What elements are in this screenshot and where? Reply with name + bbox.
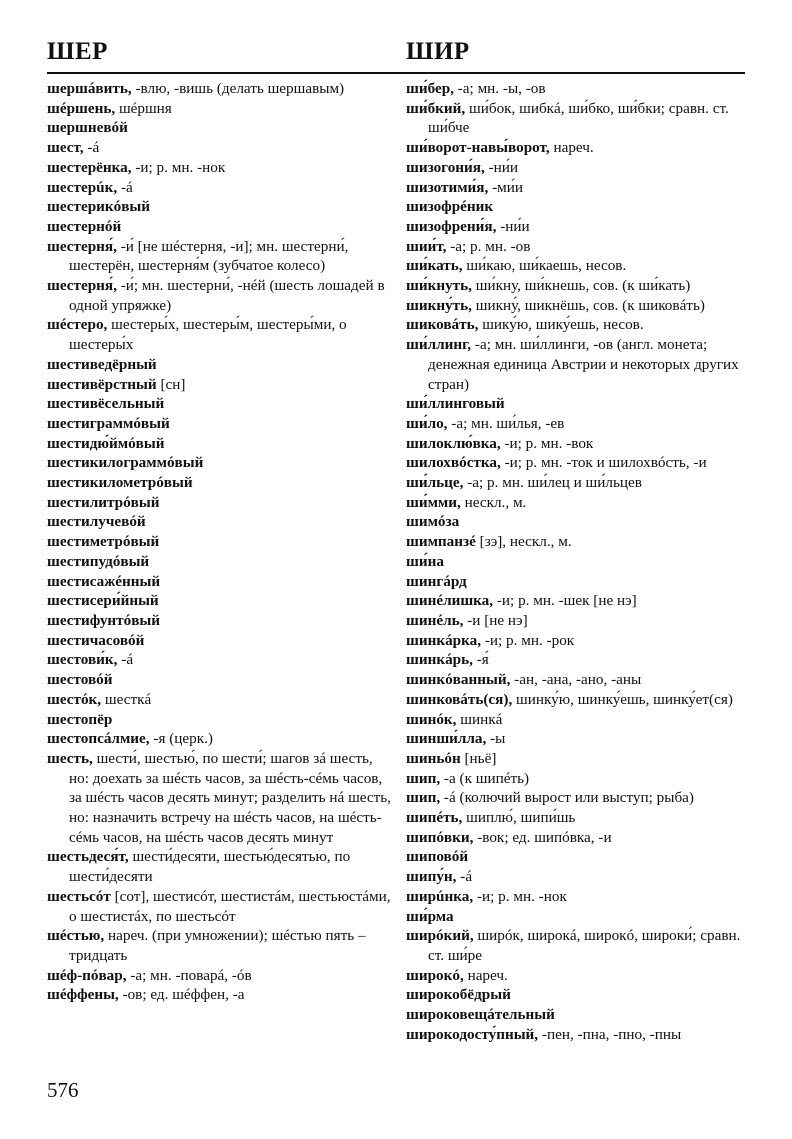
dictionary-entry (406, 138, 751, 158)
headword: ши́бкий, (406, 99, 466, 117)
entry-body: -ни́и (496, 217, 530, 235)
dictionary-entry (47, 611, 392, 631)
headword: шéршень, (47, 99, 116, 117)
entry-body: -влю, -вишь (делать шершавым) (131, 80, 345, 97)
entry-body: -а; мн. -ы, -ов (453, 80, 546, 97)
headword: широкодосту́пный, (406, 1025, 539, 1043)
headword: шéф-пóвар, (47, 966, 127, 984)
headword: шестикилограммóвый (47, 454, 204, 472)
dictionary-entry (406, 966, 751, 986)
left-column (47, 79, 392, 1005)
dictionary-entry (47, 512, 392, 532)
running-head-right: ШИР (406, 38, 470, 65)
entry-body: ши́каю, ши́каешь, несов. (462, 257, 627, 275)
dictionary-entry (406, 690, 751, 710)
headword: ширóкий, (406, 927, 474, 945)
dictionary-entry (406, 552, 751, 572)
dictionary-entry (47, 985, 392, 1005)
headword: шилохвóстка, (406, 454, 501, 472)
headword: шилоклю́вка, (406, 434, 501, 452)
dictionary-entry (406, 276, 751, 296)
dictionary-entry (47, 631, 392, 651)
headword: ши́ллинг, (406, 336, 472, 354)
dictionary-entry (47, 532, 392, 552)
headword: шестóк, (47, 690, 102, 708)
headword: шестисери́йный (47, 592, 159, 610)
entry-body: -ни́и (484, 158, 519, 176)
entry-body: шестеры́х, шестеры́м, шестеры́ми, о шестеры́х (69, 316, 347, 354)
headword: ши́льце, (406, 474, 464, 492)
dictionary-entry (47, 79, 392, 99)
dictionary-entry (47, 887, 392, 926)
entry-body: -вок; ед. шипóвка, -и (473, 828, 612, 846)
entry-body: нареч. (при умножении); шéстью пять – тридцать (69, 927, 366, 964)
dictionary-entry (47, 394, 392, 414)
entry-body: -ми́и (488, 178, 524, 196)
entry-body: -á (83, 139, 100, 157)
dictionary-entry (47, 375, 392, 395)
entry-body: ширóк, широкá, широкó, широки́; сравн. ст. ши́ре (428, 927, 741, 964)
headword: шестовóй (47, 671, 113, 689)
dictionary-entry (47, 591, 392, 611)
dictionary-entry (406, 532, 751, 552)
headword: ши́кать, (406, 257, 463, 275)
headword: шестерня́, (47, 237, 117, 255)
headword: шингáрд (406, 572, 467, 590)
dictionary-entry (406, 926, 751, 965)
headword: шестерня́, (47, 277, 117, 295)
dictionary-entry (406, 710, 751, 730)
entry-body: -а; р. мн. -ов (446, 237, 531, 255)
headword: шинкáрь, (406, 651, 473, 669)
headword: широкобёдрый (406, 986, 511, 1004)
headword: шизотими́я, (406, 178, 489, 196)
entry-body: -ов; ед. шéффен, -а (118, 986, 245, 1004)
entry-body: -а; мн. -поварá, -óв (126, 966, 252, 984)
headword: шершáвить, (47, 80, 132, 97)
headword: шиньóн (406, 749, 461, 767)
entry-body: -и́ [не шéстерня, -и]; мн. шестерни́, шестерён, шестерня́м (зубчатое колесо) (69, 237, 349, 275)
headword: шестивёрстный (47, 375, 157, 393)
dictionary-entry (47, 749, 392, 848)
headword: шии́т, (406, 237, 447, 255)
entry-body: нескл., м. (460, 493, 527, 511)
dictionary-entry (406, 335, 751, 394)
dictionary-entry (47, 118, 392, 138)
headword: шершневóй (47, 119, 128, 137)
dictionary-entry (406, 158, 751, 178)
entry-body: -и; р. мн. -шек [не нэ] (493, 592, 637, 610)
dictionary-entry (406, 985, 751, 1005)
dictionary-entry (47, 552, 392, 572)
dictionary-entry (406, 808, 751, 828)
headword: широкó, (406, 966, 464, 984)
dictionary-entry (406, 729, 751, 749)
headword: ши́мми, (406, 493, 461, 511)
headword: шестикилометрóвый (47, 474, 193, 492)
dictionary-entry (47, 276, 392, 315)
dictionary-entry (47, 99, 392, 119)
dictionary-entry (47, 315, 392, 354)
headword: шестьсóт (47, 887, 111, 905)
dictionary-entry (406, 788, 751, 808)
entry-body: -á (117, 178, 133, 196)
entry-body: шéршня (115, 99, 172, 117)
entry-body: -а; р. мн. ши́лец и ши́льцев (463, 474, 642, 492)
headword: ши́ллинговый (406, 395, 505, 413)
entry-body: [сн] (156, 375, 186, 393)
dictionary-entry (406, 670, 751, 690)
headword: ши́ворот-навы́ворот, (406, 139, 550, 157)
dictionary-entry (47, 414, 392, 434)
headword: шипéть, (406, 809, 463, 827)
entry-body: -á (456, 868, 473, 886)
dictionary-entry (406, 1025, 751, 1045)
dictionary-entry (406, 650, 751, 670)
entry-body: шести́десяти, шестью́десятью, по шести́десяти (69, 848, 351, 886)
dictionary-entry (47, 355, 392, 375)
dictionary-entry (406, 512, 751, 532)
entry-body: -и́; мн. шестерни́, -нéй (шесть лошадей в одной упряжке) (69, 277, 385, 314)
entry-body: ши́бок, шибкá, ши́бко, ши́бки; сравн. ст. ши́бче (428, 99, 729, 137)
entry-body: -я (церк.) (149, 730, 213, 748)
headword: шестови́к, (47, 651, 118, 669)
dictionary-entry (47, 178, 392, 198)
entry-body: шинку́ю, шинку́ешь, шинку́ет(ся) (512, 690, 733, 708)
entry-body: нареч. (549, 139, 594, 157)
headword: ши́ло, (406, 414, 448, 432)
entry-body: шикну́, шикнёшь, сов. (к шиковáть) (471, 296, 705, 314)
dictionary-entry (406, 611, 751, 631)
headword: шестерúк, (47, 178, 118, 196)
entry-body: шиплю́, шипи́шь (462, 809, 576, 827)
entry-body: шести́, шестью́, по шести́; шагов зá шесть, но: доехать за шéсть часов, за шéсть-сéмь часов, за шéсть часов десять минут; разделить нá шесть, но: назначить встречу на шéсть часов, на шéсть-сéмь часов, на шéсть часов десять минут (69, 749, 391, 846)
dictionary-entry (47, 138, 392, 158)
dictionary-entry (406, 453, 751, 473)
entry-body: [сот], шестисóт, шестистáм, шестьюстáми, о шестистáх, по шестьсóт (69, 887, 391, 925)
entry-body: -и; р. мн. -нок (473, 887, 567, 905)
headword: шестопсáлмие, (47, 730, 150, 748)
headword: ши́рма (406, 907, 454, 925)
headword: шестиграммóвый (47, 414, 170, 432)
headword: шинéлишка, (406, 592, 494, 610)
dictionary-entry (406, 256, 751, 276)
dictionary-entry (47, 710, 392, 730)
entry-body: -á (117, 651, 134, 669)
headword: шизофрени́я, (406, 217, 497, 235)
headword: шестиметрóвый (47, 533, 160, 551)
headword: шест, (47, 139, 84, 157)
headword: шестилучевóй (47, 513, 146, 531)
headword: шестидю́ймóвый (47, 434, 165, 452)
headword: шестилитрóвый (47, 493, 160, 511)
dictionary-entry (406, 769, 751, 789)
dictionary-entry (406, 296, 751, 316)
entry-body: -á (колючий вырост или выступ; рыба) (440, 789, 694, 807)
headword: шинши́лла, (406, 730, 487, 748)
entry-body: шику́ю, шику́ешь, несов. (478, 316, 644, 334)
dictionary-entry (406, 591, 751, 611)
entry-body: -а (к шипéть) (440, 769, 530, 787)
entry-body: -ан, -ана, -ано, -аны (510, 671, 642, 689)
headword: шинóк, (406, 710, 457, 728)
headword: ши́бер, (406, 80, 454, 97)
dictionary-entry (47, 729, 392, 749)
entry-body: -а; мн. ши́ллинги, -ов (англ. монета; денежная единица Австрии и некоторых других стран) (428, 336, 739, 393)
dictionary-entry (47, 473, 392, 493)
headword: шикну́ть, (406, 296, 472, 314)
headword: шип, (406, 789, 441, 807)
entry-body: -и; р. мн. -вок (500, 434, 594, 452)
dictionary-entry (47, 650, 392, 670)
headword: ширúнка, (406, 887, 474, 905)
headword: шестичасовóй (47, 631, 145, 649)
dictionary-entry (406, 217, 751, 237)
dictionary-entry (47, 493, 392, 513)
entry-body: -и [не нэ] (463, 611, 528, 629)
headword: шизогони́я, (406, 158, 485, 176)
dictionary-entry (47, 217, 392, 237)
headword: шипóвки, (406, 828, 474, 846)
dictionary-entry (406, 572, 751, 592)
dictionary-entry (406, 749, 751, 769)
headword: шестьдеся́т, (47, 848, 129, 866)
dictionary-entry (406, 394, 751, 414)
dictionary-entry (47, 847, 392, 886)
dictionary-entry (406, 631, 751, 651)
entry-body: -а; мн. ши́лья, -ев (447, 414, 565, 432)
dictionary-entry (406, 1005, 751, 1025)
dictionary-entry (406, 887, 751, 907)
headword: шестисажéнный (47, 572, 161, 590)
headword: шестернóй (47, 217, 122, 235)
headword: шиповóй (406, 848, 469, 866)
dictionary-entry (406, 79, 751, 99)
dictionary-entry (406, 493, 751, 513)
entry-body: нареч. (463, 966, 508, 984)
right-column (406, 79, 751, 1044)
headword: шесть, (47, 749, 93, 767)
dictionary-entry (47, 926, 392, 965)
dictionary-entry (47, 966, 392, 986)
dictionary-entry (406, 828, 751, 848)
entry-body: -и; р. мн. -ток и шилохвóсть, -и (500, 454, 707, 472)
headword: ши́на (406, 552, 444, 570)
entry-body: -и; р. мн. -рок (481, 631, 575, 649)
headword: широковещáтельный (406, 1006, 555, 1024)
dictionary-entry (406, 847, 751, 867)
entry-body: [зэ], нескл., м. (475, 533, 572, 551)
headword: шестивёсельный (47, 395, 165, 413)
dictionary-entry (47, 670, 392, 690)
dictionary-entry (406, 867, 751, 887)
dictionary-entry (406, 197, 751, 217)
headword: шестерикóвый (47, 198, 151, 216)
headword: шéстеро, (47, 316, 108, 334)
running-head-left: ШЕР (47, 38, 108, 65)
dictionary-entry (47, 158, 392, 178)
dictionary-entry (406, 414, 751, 434)
headword: шéстью, (47, 927, 105, 945)
headword: шимпанзé (406, 533, 476, 551)
entry-body: [ньё] (460, 749, 497, 767)
dictionary-entry (406, 434, 751, 454)
headword: шинéль, (406, 611, 464, 629)
header-rule (47, 72, 745, 74)
dictionary-entry (406, 237, 751, 257)
dictionary-entry (47, 197, 392, 217)
dictionary-entry (406, 473, 751, 493)
headword: шинковáть(ся), (406, 690, 513, 708)
dictionary-entry (406, 178, 751, 198)
headword: ши́кнуть, (406, 277, 472, 295)
headword: шестерёнка, (47, 158, 132, 176)
headword: шестопёр (47, 710, 113, 728)
dictionary-entry (406, 99, 751, 138)
entry-body: шинкá (456, 710, 503, 728)
dictionary-entry (47, 690, 392, 710)
headword: шизофрéник (406, 198, 494, 216)
dictionary-entry (47, 434, 392, 454)
dictionary-entry (47, 453, 392, 473)
headword: шестиведёрный (47, 355, 157, 373)
entry-body: -ы (486, 730, 506, 748)
headword: шимóза (406, 513, 460, 531)
entry-body: шесткá (101, 690, 152, 708)
headword: шип, (406, 769, 441, 787)
entry-body: ши́кну, ши́кнешь, сов. (к ши́кать) (471, 277, 691, 295)
headword: шестифунтóвый (47, 611, 161, 629)
headword: шинкóванный, (406, 671, 511, 689)
headword: шестипудóвый (47, 552, 150, 570)
headword: шинкáрка, (406, 631, 482, 649)
headword: шипу́н, (406, 868, 457, 886)
dictionary-entry (47, 237, 392, 276)
entry-body: -пен, -пна, -пно, -пны (538, 1025, 682, 1043)
headword: шиковáть, (406, 316, 479, 334)
dictionary-entry (406, 315, 751, 335)
dictionary-entry (406, 907, 751, 927)
page-number: 576 (47, 1078, 79, 1102)
dictionary-entry (47, 572, 392, 592)
entry-body: -и; р. мн. -нок (131, 158, 226, 176)
entry-body: -я́ (472, 651, 489, 669)
headword: шéффены, (47, 986, 119, 1004)
